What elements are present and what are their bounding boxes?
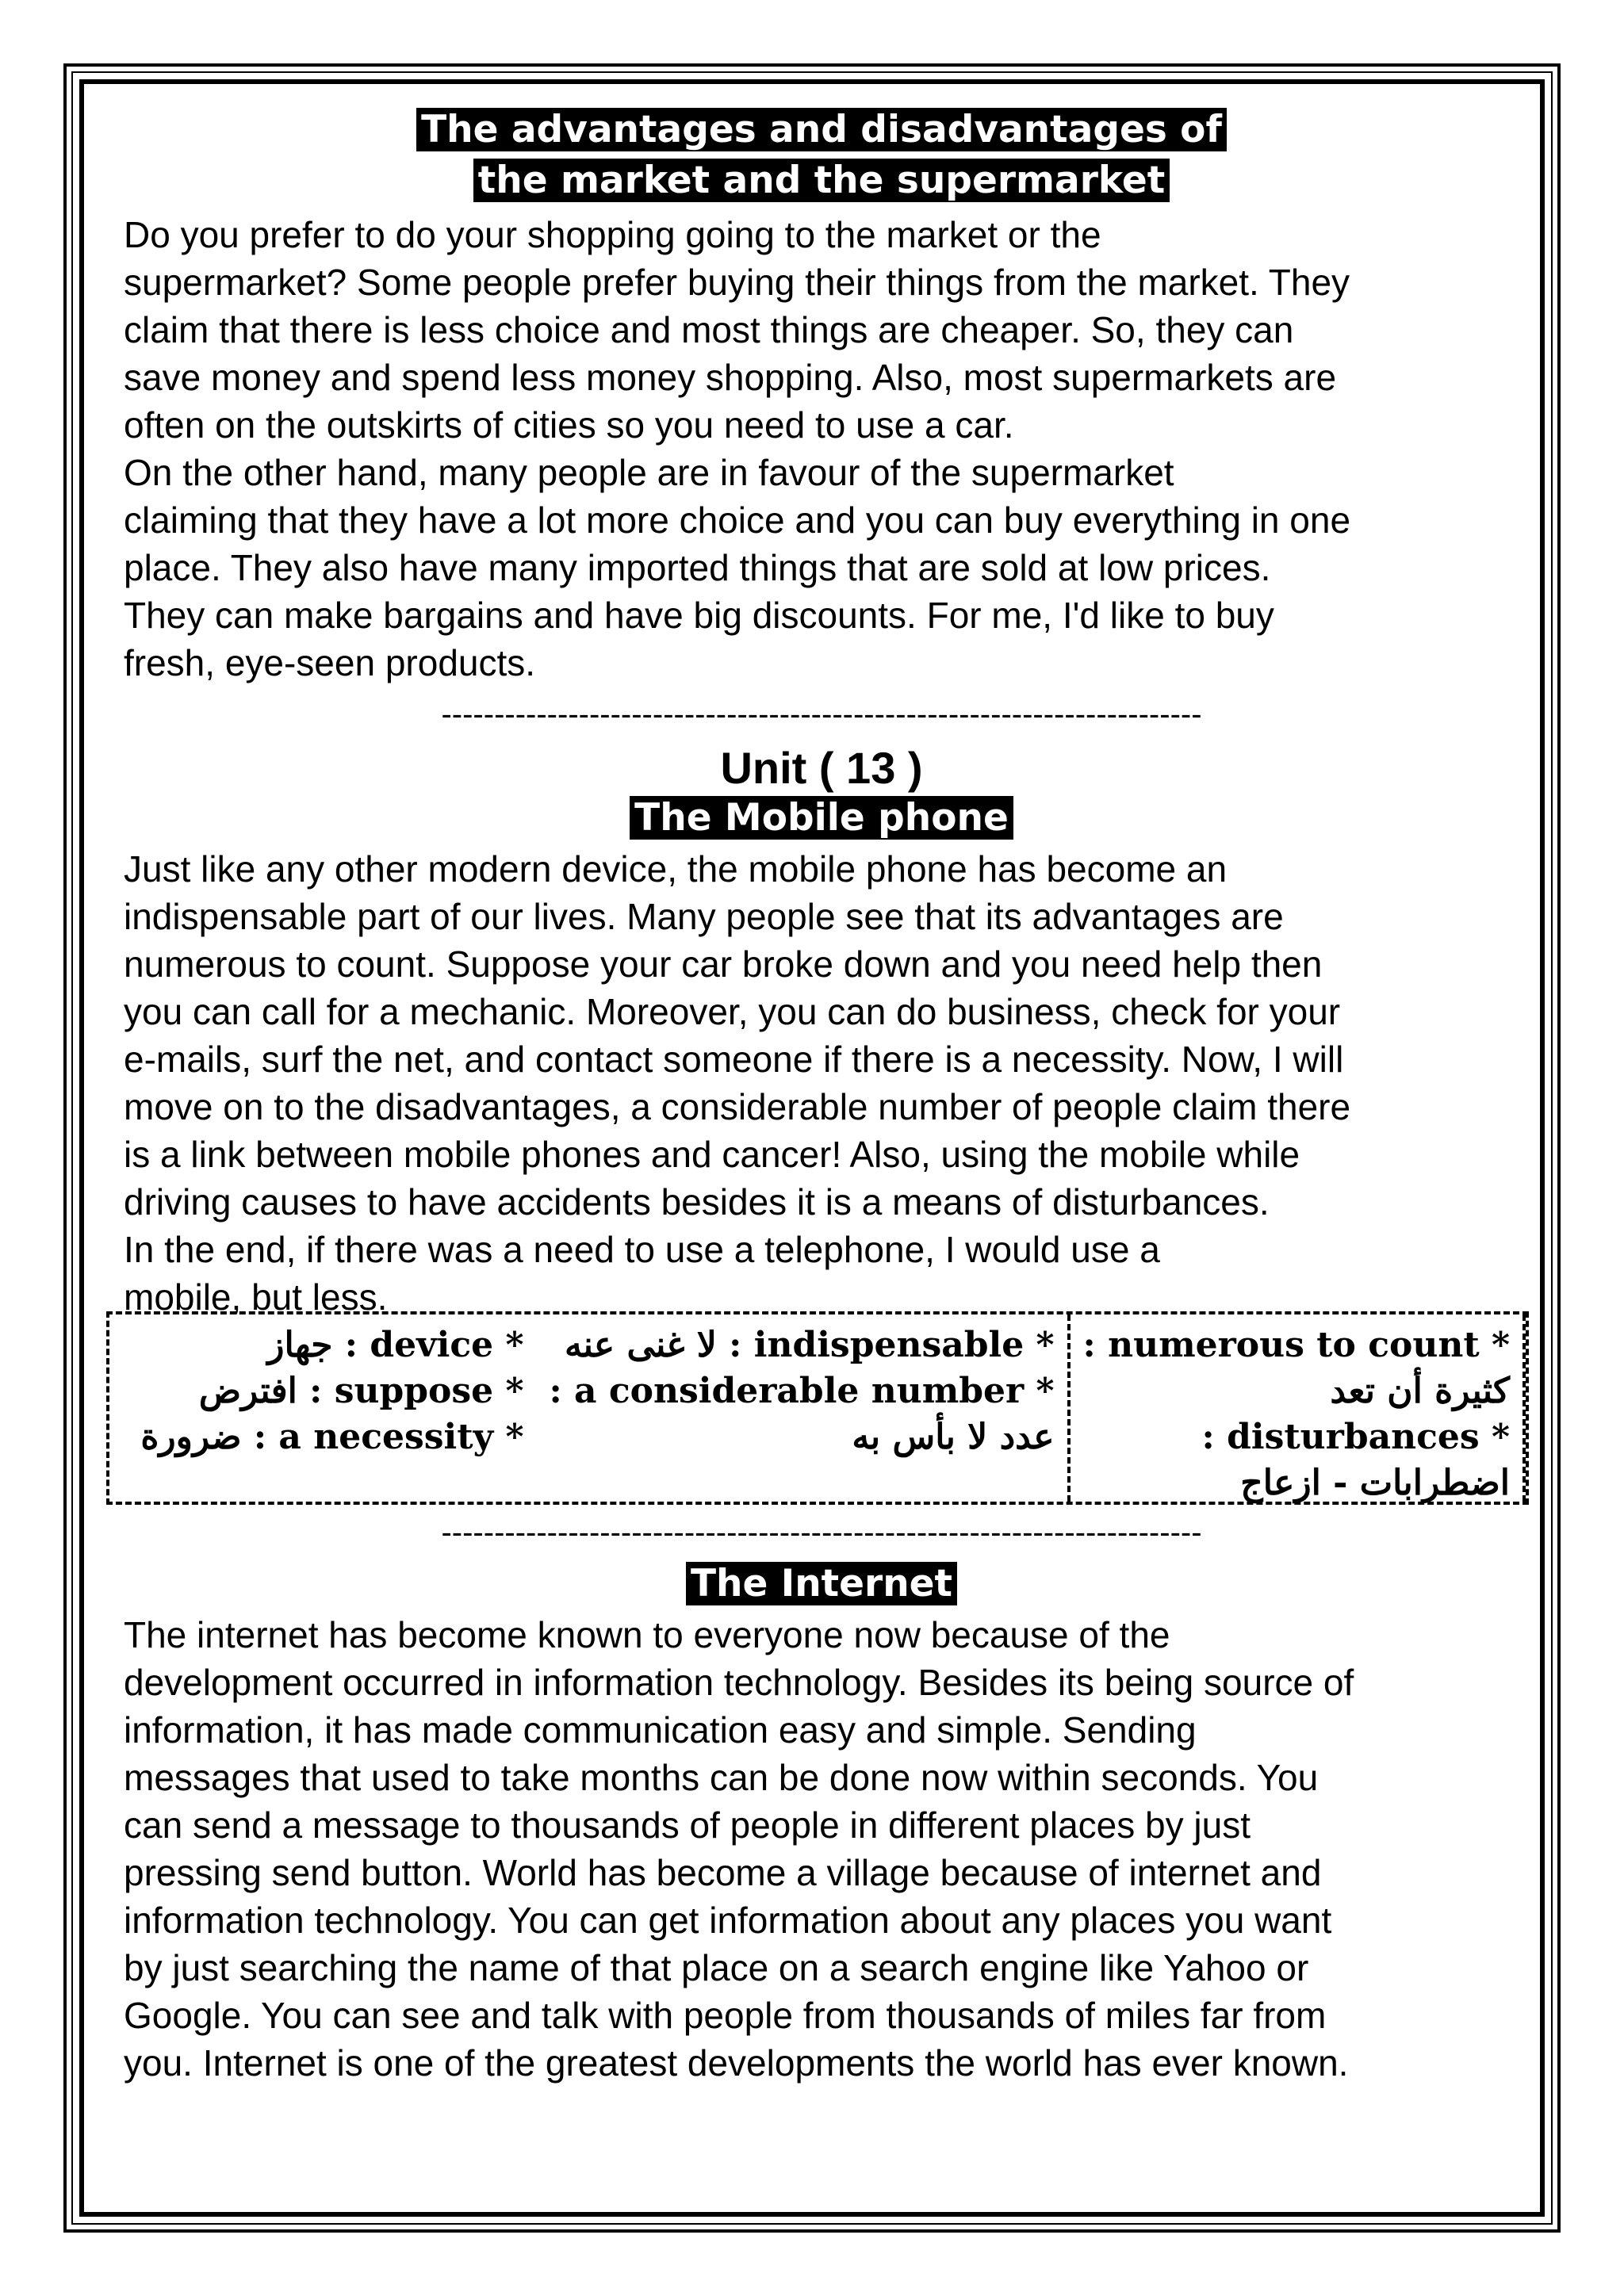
vocab-item: * disturbances :: [1201, 1417, 1510, 1457]
vocabulary-box: [106, 1311, 1529, 1505]
internet-paragraph: The internet has become known to everyone now because of the development occurred in information technology. Besides its being source of information, it has made communication easy and simple. Sending messages that used to take months can be done now within seconds. You can send a message to thousands of people in different places by just pressing send button. World has become a village because of internet and information technology. You can get information about any places you want by just searching the name of that place on a search engine like Yahoo or Google. You can see and talk with people from thousands of miles far from you. Internet is one of the greatest developments the world has ever known.: [124, 1614, 1354, 2084]
vocab-item: * device : جهاز: [267, 1325, 524, 1365]
vocab-column-left: [109, 1314, 536, 1502]
market-paragraph: Do you prefer to do your shopping going to the market or the supermarket? Some people prefer buying their things from the market. They claim that there is less choice and most things are cheaper. So, they can save money and spend less money shopping. Also, most supermarkets are often on the outskirts of cities so you need to use a car. On the other hand, many people are in favour of the supermarket claiming that they have a lot more choice and you can buy everything in one place. They also have many imported things that are sold at low prices. They can make bargains and have big discounts. For me, I'd like to buy fresh, eye-seen products.: [124, 214, 1351, 683]
vocab-item: * suppose : افترض: [198, 1371, 524, 1411]
heading-line-2: the market and the supermarket: [473, 159, 1170, 202]
unit-label: Unit ( 13 ): [720, 743, 923, 793]
vocab-item: * indispensable : لا غنى عنه: [565, 1325, 1055, 1365]
section-divider: ------------------------------------------------------------------------: [441, 697, 1202, 732]
page-content: [124, 105, 1519, 1321]
vocab-item: * a considerable number :: [549, 1371, 1055, 1411]
vocab-item: * numerous to count :: [1082, 1325, 1510, 1365]
vocab-item: اضطرابات - ازعاج: [1240, 1463, 1510, 1503]
vocab-item: كثيرة أن تعد: [1330, 1371, 1510, 1411]
heading-line-1: The advantages and disadvantages of: [416, 108, 1227, 151]
mobile-paragraph: Just like any other modern device, the mobile phone has become an indispensable part of our lives. Many people see that its advantages are numerous to count. Suppose your car broke down and you need help then you can call for a mechanic. Moreover, you can do business, check for your e-mails, surf the net, and contact someone if there is a necessity. Now, I will move on to the disadvantages, a considerable number of people claim there is a link between mobile phones and cancer! Also, using the mobile while driving causes to have accidents besides it is a means of disturbances. In the end, if there was a need to use a telephone, I would use a mobile, but less.: [124, 848, 1351, 1318]
vocab-item: عدد لا بأس به: [852, 1417, 1055, 1457]
section-heading-internet: [124, 1559, 1519, 1609]
internet-heading: The Internet: [686, 1562, 957, 1605]
section-heading-market: [124, 105, 1519, 206]
mobile-heading: The Mobile phone: [630, 796, 1013, 840]
internet-section: [124, 1510, 1519, 2087]
vocab-column-right: [1071, 1314, 1526, 1502]
vocab-item: * a necessity : ضرورة: [140, 1417, 524, 1457]
section-heading-mobile: [124, 793, 1519, 844]
section-divider: ------------------------------------------------------------------------: [441, 1515, 1202, 1550]
vocab-column-middle: [536, 1314, 1070, 1502]
